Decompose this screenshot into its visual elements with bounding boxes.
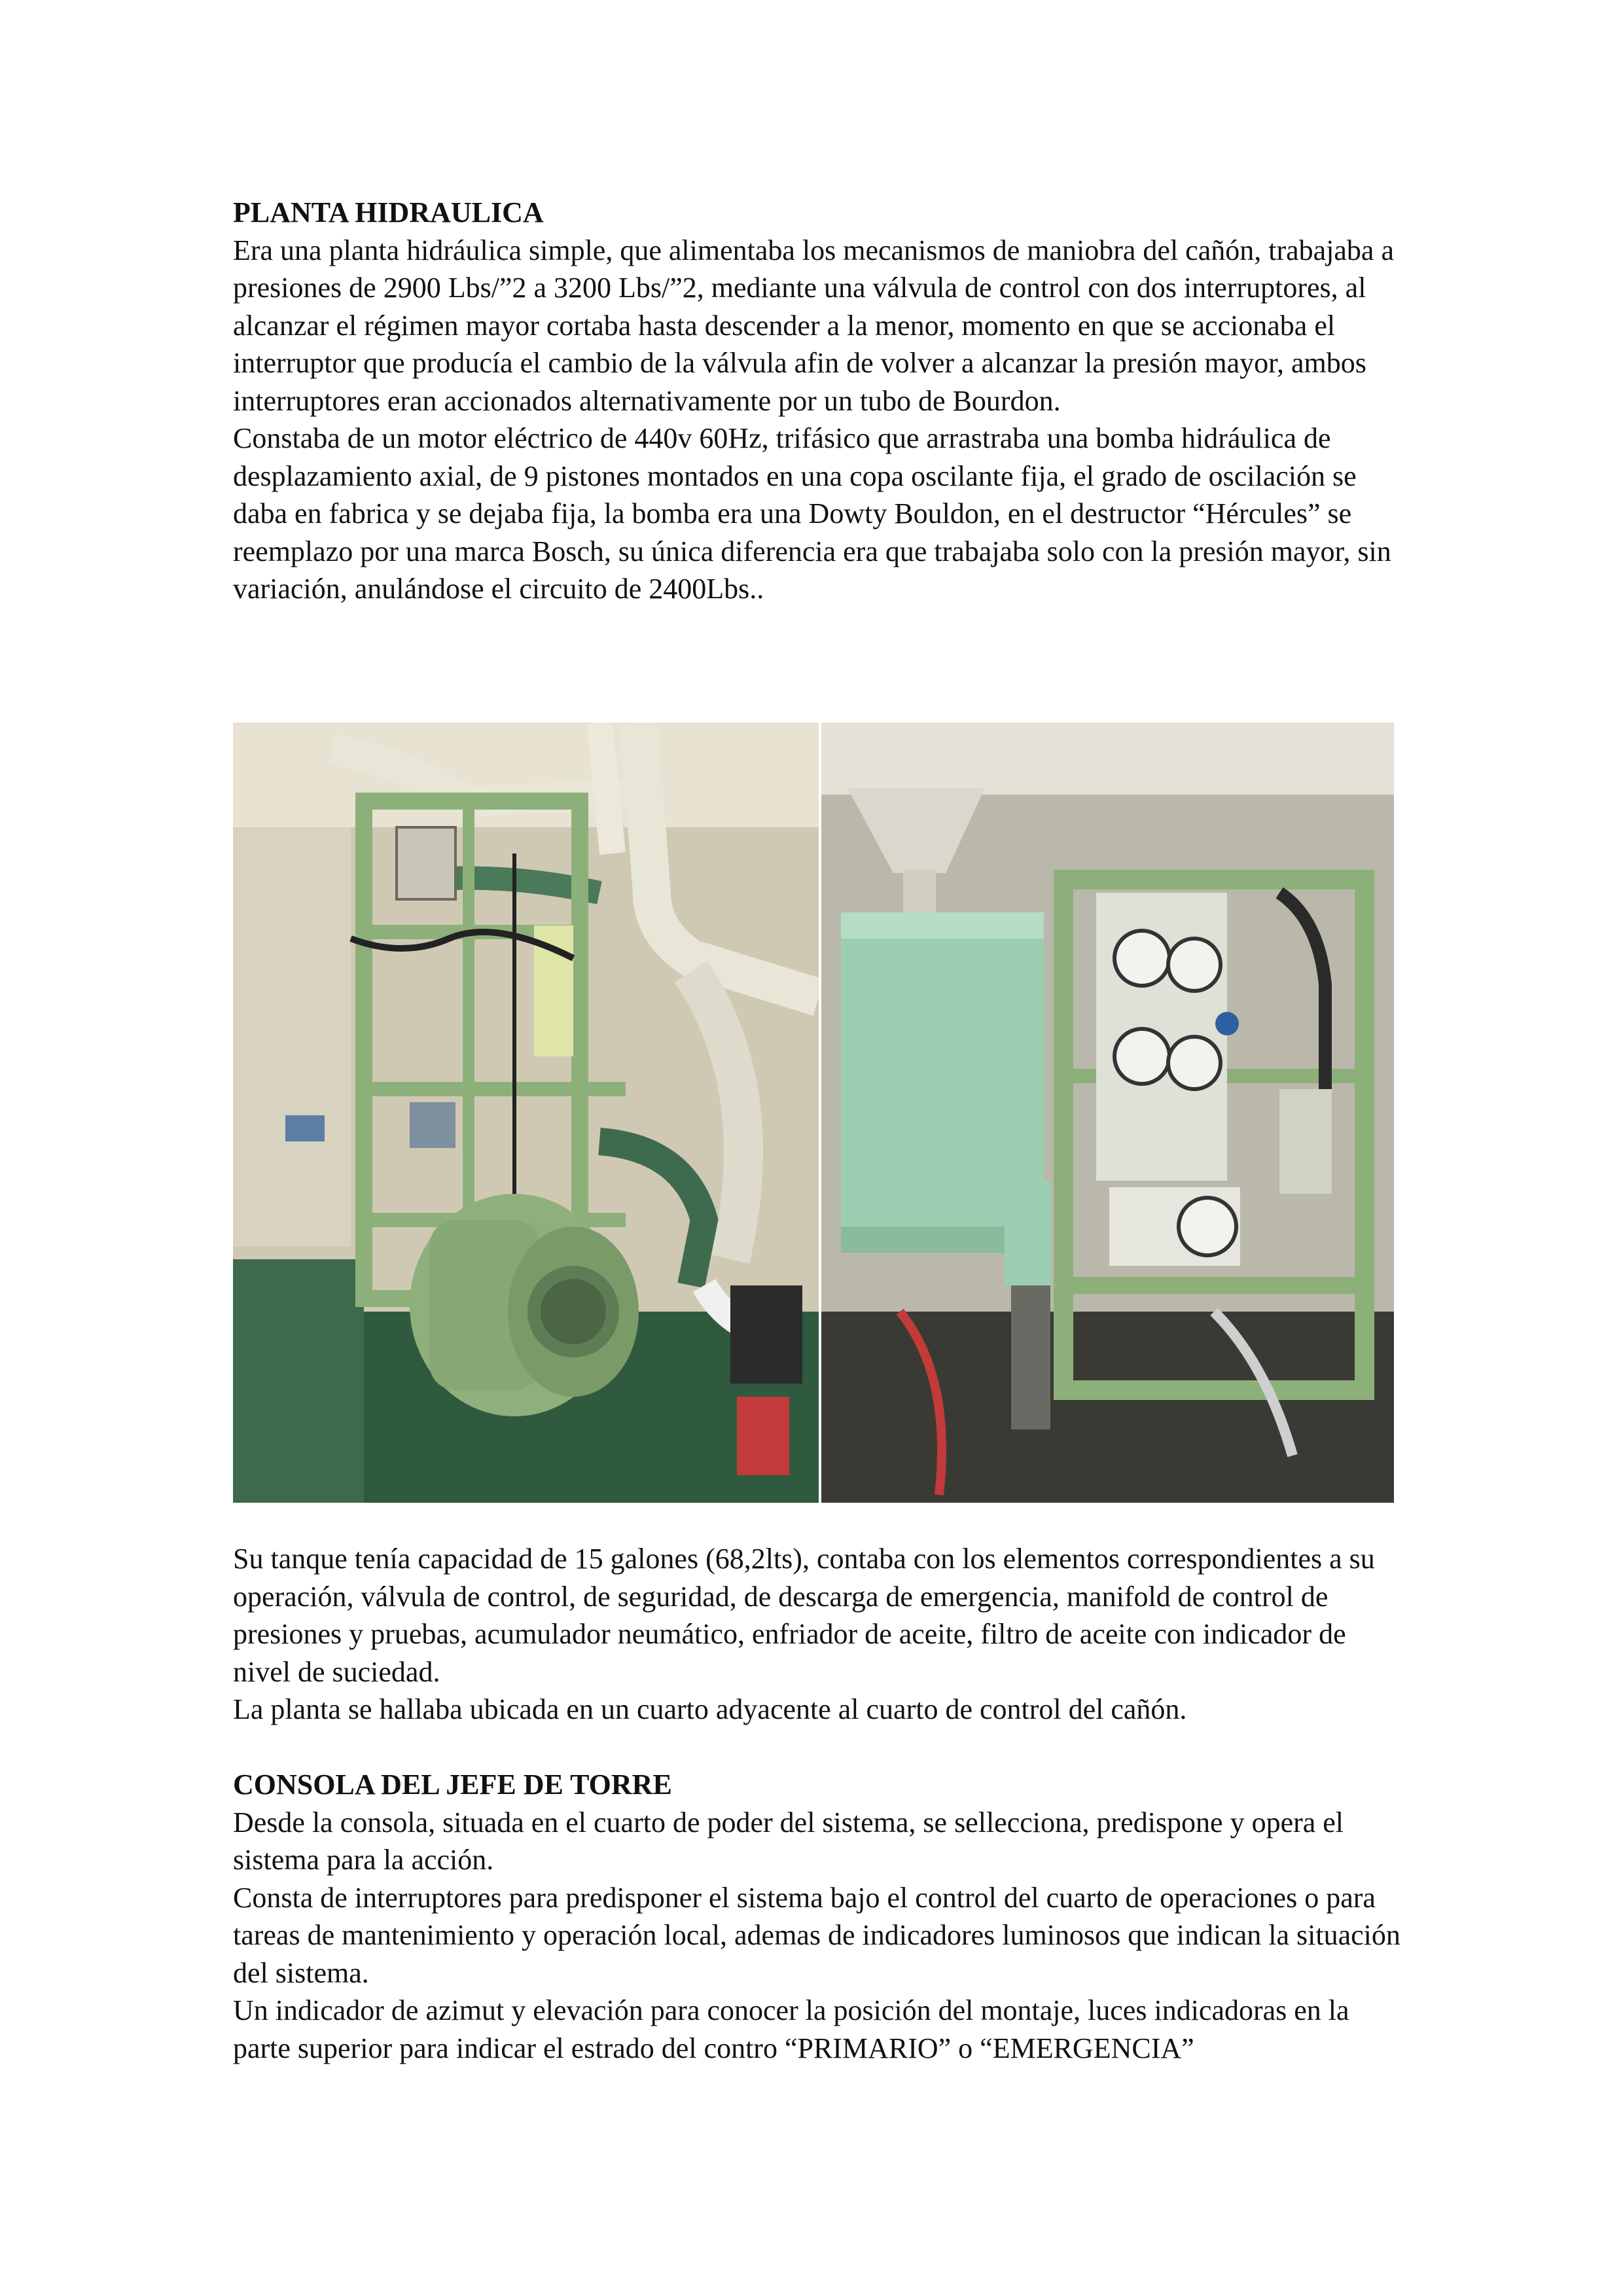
section-planta-hidraulica (233, 194, 1404, 608)
paragraph: Constaba de un motor eléctrico de 440v 60Hz, trifásico que arrastraba una bomba hidráulica de desplazamiento axial, de 9 pistones montados en una copa oscilante fija, el grado de oscilación se daba en fabrica y se dejaba fija, la bomba era una Dowty Bouldon, en el destructor “Hércules” se reemplazo por una marca Bosch, su única diferencia era que trabajaba solo con la presión mayor, sin variación, anulándose el circuito de 2400Lbs.. (233, 422, 1391, 605)
section-tanque (233, 1540, 1404, 1729)
paragraph: La planta se hallaba ubicada en un cuarto adyacente al cuarto de control del cañón. (233, 1693, 1187, 1725)
paragraph: Consta de interruptores para predisponer el sistema bajo el control del cuarto de operaciones o para tareas de mantenimiento y operación local, ademas de indicadores luminosos que indican la situación del sistema. (233, 1881, 1400, 1989)
photo-illustration (821, 723, 1394, 1503)
hydraulic-plant-photo-left (233, 723, 819, 1503)
paragraph: Un indicador de azimut y elevación para conocer la posición del montaje, luces indicadoras en la parte superior para indicar el estrado del contro “PRIMARIO” o “EMERGENCIA” (233, 1994, 1349, 2064)
paragraph: Era una planta hidráulica simple, que alimentaba los mecanismos de maniobra del cañón, trabajaba a presiones de 2900 Lbs/”2 a 3200 Lbs/”2, mediante una válvula de control con dos interruptores, al alcanzar el régimen mayor cortaba hasta descender a la menor, momento en que se accionaba el interruptor que producía el cambio de la válvula afin de volver a alcanzar la presión mayor, ambos interruptores eran accionados alternativamente por un tubo de Bourdon. (233, 234, 1394, 417)
hydraulic-plant-photo-right (821, 723, 1394, 1503)
section-heading: PLANTA HIDRAULICA (233, 196, 544, 228)
section-consola-jefe-de-torre (233, 1766, 1404, 2067)
paragraph: Desde la consola, situada en el cuarto de poder del sistema, se sellecciona, predispone y opera el sistema para la acción. (233, 1806, 1344, 1876)
section-heading: CONSOLA DEL JEFE DE TORRE (233, 1768, 672, 1801)
photo-illustration (233, 723, 819, 1503)
paragraph: Su tanque tenía capacidad de 15 galones (68,2lts), contaba con los elementos correspondientes a su operación, válvula de control, de seguridad, de descarga de emergencia, manifold de control de presiones y pruebas, acumulador neumático, enfriador de aceite, filtro de aceite con indicador de nivel de suciedad. (233, 1543, 1375, 1688)
